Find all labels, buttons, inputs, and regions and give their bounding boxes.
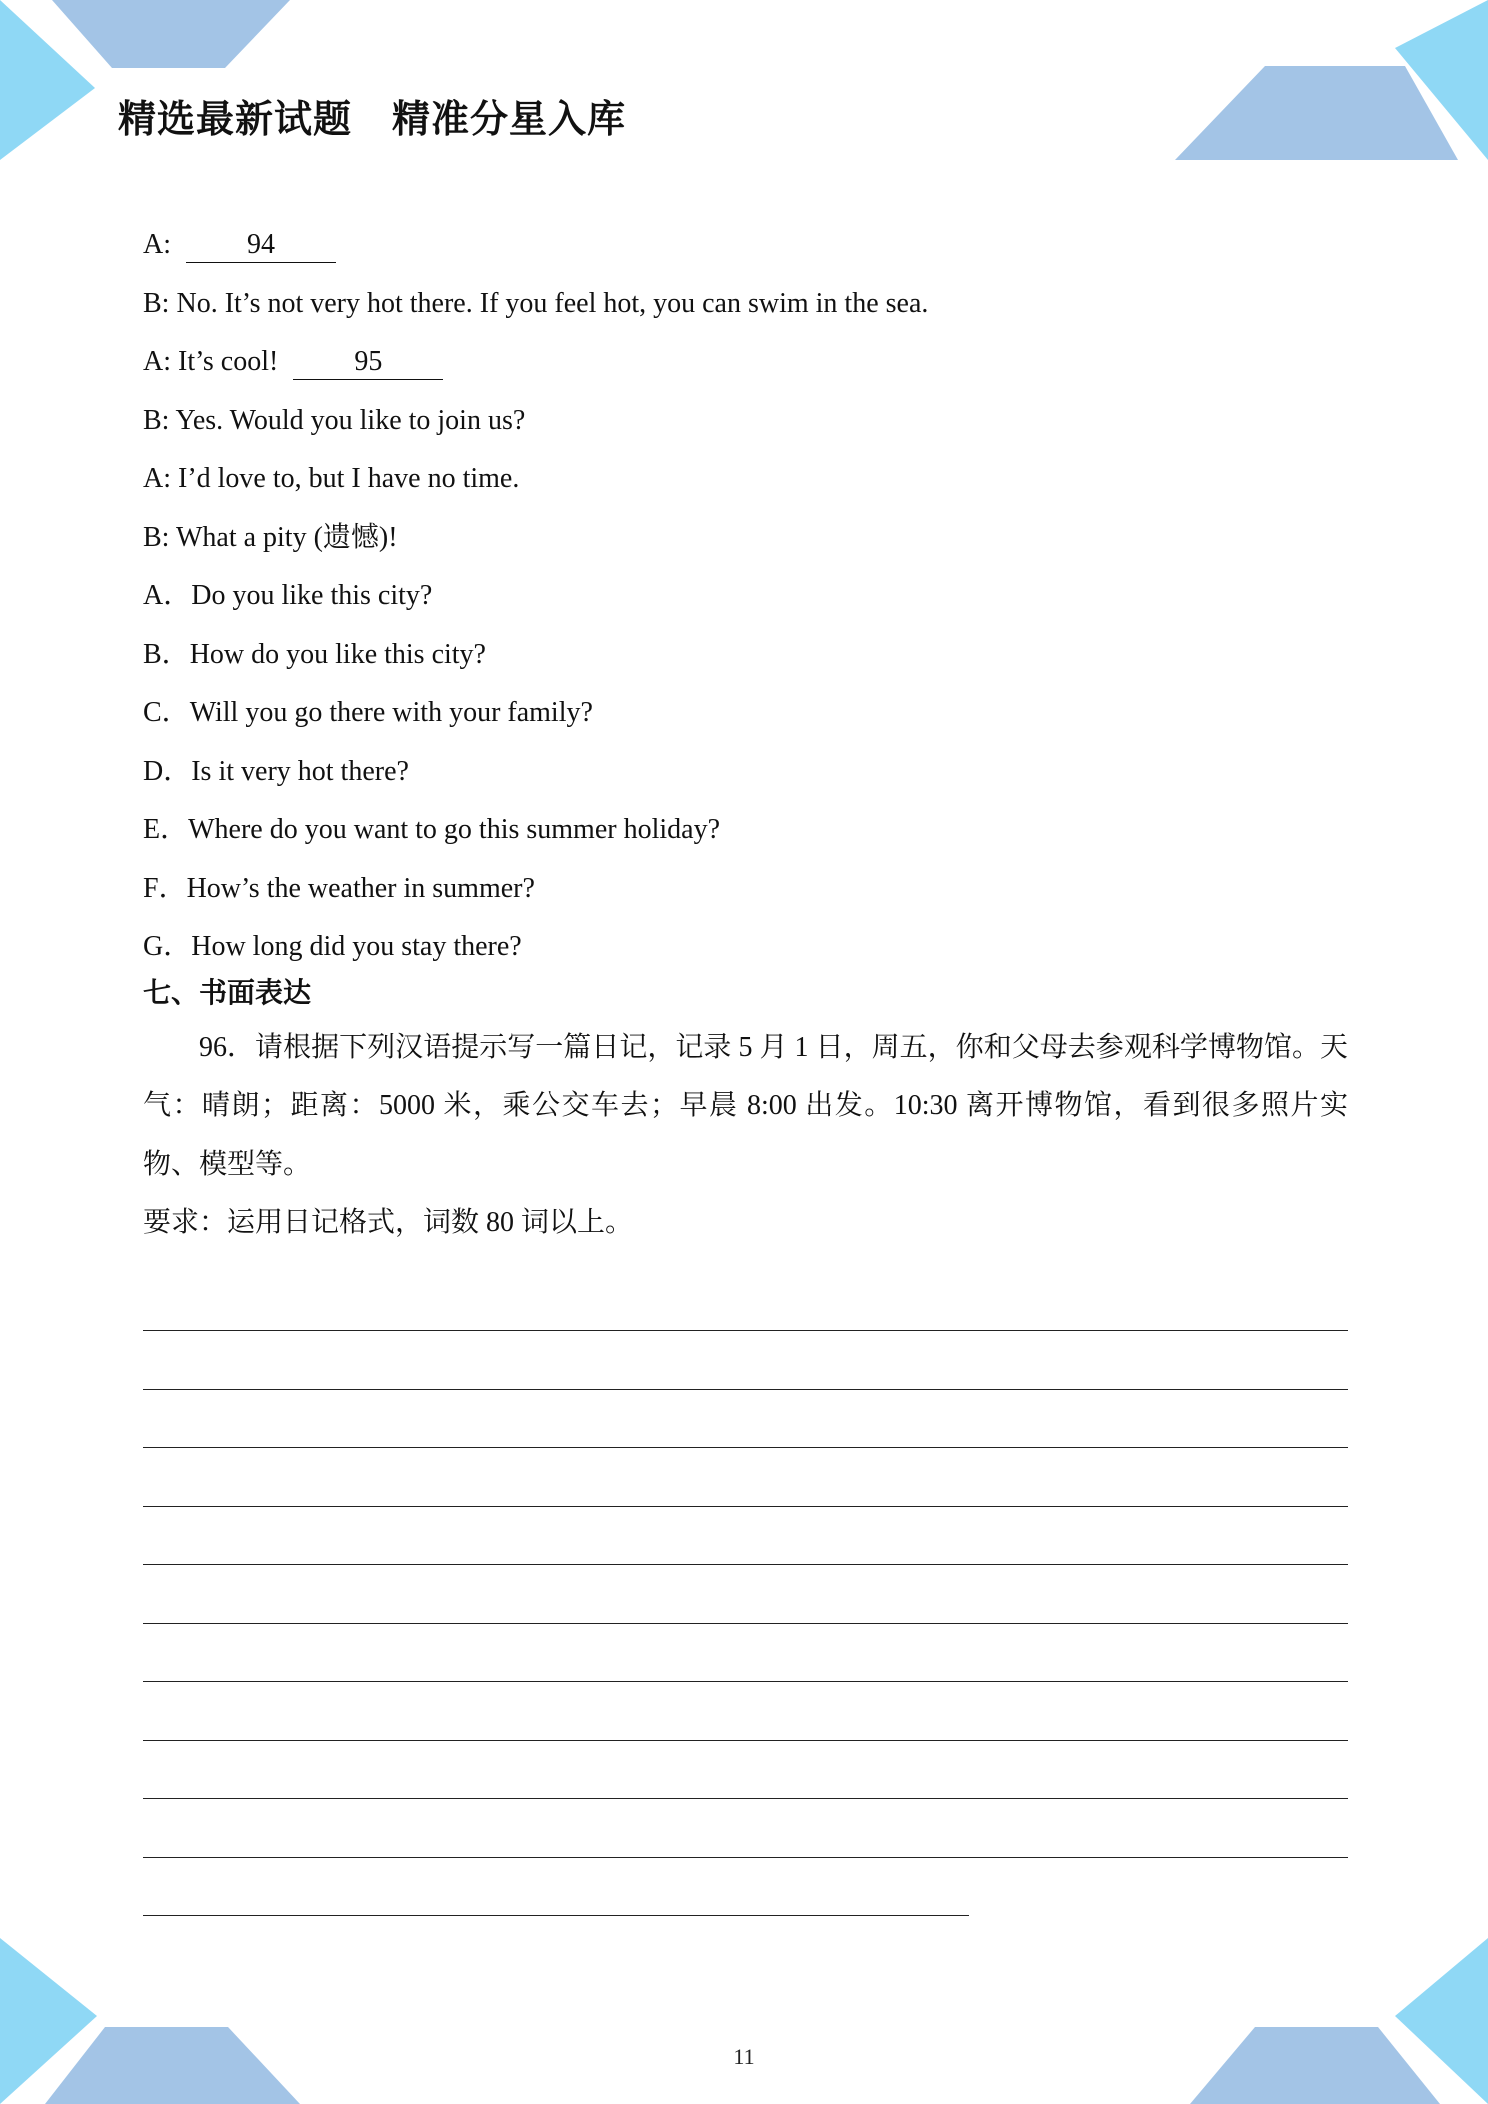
option-a xyxy=(143,573,1348,632)
writing-line[interactable] xyxy=(143,1565,1348,1624)
answer-blank-94[interactable]: 94 xyxy=(186,228,336,263)
writing-line[interactable] xyxy=(143,1858,969,1917)
writing-line[interactable] xyxy=(143,1448,1348,1507)
speaker-label: A: xyxy=(143,463,171,494)
dialogue-text: I’d love to, but I have no time. xyxy=(178,463,520,494)
option-letter: G． xyxy=(143,931,192,962)
option-text: How’s the weather in summer? xyxy=(186,872,535,904)
option-e xyxy=(143,807,1348,866)
speaker-label: A: xyxy=(143,346,171,377)
page-number: 11 xyxy=(733,2044,755,2069)
answer-blank-95[interactable]: 95 xyxy=(293,345,443,380)
dialogue-line xyxy=(143,281,1348,340)
section-title: 七、书面表达 xyxy=(143,975,312,1009)
option-letter: D． xyxy=(143,755,192,787)
writing-line[interactable] xyxy=(143,1799,1348,1858)
page-content xyxy=(143,222,1348,1916)
option-letter: C． xyxy=(143,697,190,728)
writing-line[interactable] xyxy=(143,1624,1348,1683)
writing-line[interactable] xyxy=(143,1507,1348,1566)
dialogue-line xyxy=(143,222,1348,281)
dialogue-text: What a pity (遗憾)! xyxy=(175,521,398,553)
option-text: How long did you stay there? xyxy=(191,931,522,962)
writing-line[interactable] xyxy=(143,1741,1348,1800)
speaker-label: B: xyxy=(143,404,170,436)
header-title-left: 精选最新试题 xyxy=(118,97,353,141)
option-letter: A． xyxy=(143,580,192,611)
option-letter: E． xyxy=(143,814,189,845)
dialogue-text: No. It’s not very hot there. If you feel hot, you can swim in the sea. xyxy=(176,287,929,319)
writing-line[interactable] xyxy=(143,1331,1348,1390)
option-b xyxy=(143,632,1348,691)
writing-line[interactable] xyxy=(143,1273,1348,1332)
option-c xyxy=(143,690,1348,749)
dialogue-line xyxy=(143,398,1348,457)
option-letter: B． xyxy=(143,638,190,670)
writing-requirement: 要求：运用日记格式，词数 80 词以上。 xyxy=(143,1207,634,1238)
dialogue-text: It’s cool! xyxy=(178,346,279,377)
option-text: Is it very hot there? xyxy=(191,755,409,787)
header-title-right: 精准分星入库 xyxy=(392,97,627,141)
option-text: Will you go there with your family? xyxy=(189,697,593,728)
option-text: Do you like this city? xyxy=(191,580,433,611)
speaker-label: A: xyxy=(143,229,171,260)
speaker-label: B: xyxy=(143,287,170,319)
speaker-label: B: xyxy=(143,521,170,553)
option-text: Where do you want to go this summer holiday? xyxy=(188,814,720,845)
writing-prompt: 96．请根据下列汉语提示写一篇日记，记录 5 月 1 日，周五，你和父母去参观科学博物馆。天气：晴朗；距离：5000 米，乘公交车去；早晨 8:00 出发。10:30 离开博物馆，看到很多照片实物、模型等。 xyxy=(143,1031,1348,1180)
option-letter: F． xyxy=(143,872,187,904)
dialogue-line xyxy=(143,456,1348,515)
dialogue-text: Yes. Would you like to join us? xyxy=(175,404,526,436)
writing-line[interactable] xyxy=(143,1390,1348,1449)
option-f xyxy=(143,866,1348,925)
option-d xyxy=(143,749,1348,808)
option-text: How do you like this city? xyxy=(189,638,486,670)
header-title xyxy=(118,88,626,143)
dialogue-line xyxy=(143,515,1348,574)
writing-area[interactable] xyxy=(143,1273,1348,1917)
writing-line[interactable] xyxy=(143,1682,1348,1741)
dialogue-line xyxy=(143,339,1348,398)
